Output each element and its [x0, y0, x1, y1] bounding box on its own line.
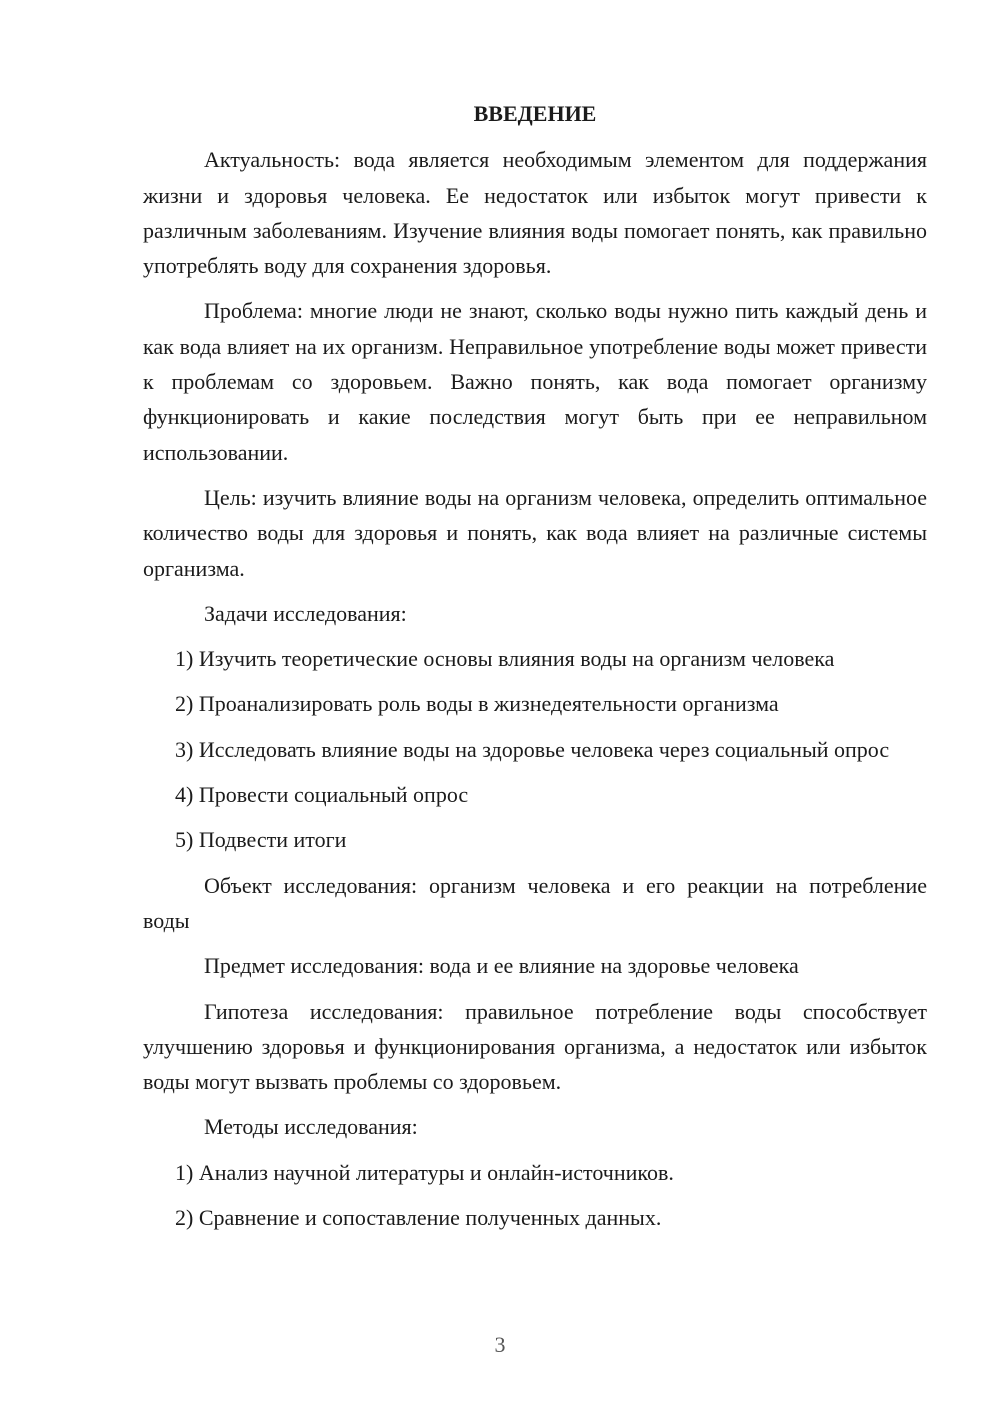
- goal-paragraph: Цель: изучить влияние воды на организм человека, определить оптимальное количество воды для здоровья и понять, как вода влияет на различные системы организма.: [143, 484, 927, 581]
- methods-heading: Методы исследования:: [204, 1114, 418, 1140]
- task-item-2: 2) Проанализировать роль воды в жизнедеятельности организма: [175, 691, 779, 717]
- hypothesis-paragraph: Гипотеза исследования: правильное потребление воды способствует улучшению здоровья и функционирования организма, а недостаток или избыток воды могут вызвать проблемы со здоровьем.: [143, 998, 927, 1095]
- subject-paragraph: Предмет исследования: вода и ее влияние на здоровье человека: [204, 953, 799, 979]
- tasks-heading: Задачи исследования:: [204, 600, 407, 626]
- task-item-1: 1) Изучить теоретические основы влияния воды на организм человека: [175, 646, 835, 672]
- problem-paragraph: Проблема: многие люди не знают, сколько воды нужно пить каждый день и как вода влияет на их организм. Неправильное употребление воды может привести к проблемам со здоровьем. Важно понять, как вода помогает организму функционировать и какие последствия могут быть при ее неправильном использовании.: [143, 298, 927, 465]
- method-item-2: 2) Сравнение и сопоставление полученных данных.: [175, 1205, 662, 1231]
- page-title: ВВЕДЕНИЕ: [473, 101, 597, 126]
- task-item-3: 3) Исследовать влияние воды на здоровье человека через социальный опрос: [175, 736, 890, 762]
- relevance-paragraph: Актуальность: вода является необходимым элементом для поддержания жизни и здоровья человека. Ее недостаток или избыток могут привести к различным заболеваниям. Изучение влияния воды помогает понять, как правильно употреблять воду для сохранения здоровья.: [143, 147, 927, 279]
- task-item-5: 5) Подвести итоги: [175, 827, 347, 853]
- task-item-4: 4) Провести социальный опрос: [175, 782, 469, 808]
- method-item-1: 1) Анализ научной литературы и онлайн-источников.: [175, 1159, 674, 1185]
- page-number: 3: [494, 1332, 506, 1357]
- document-page: [143, 96, 927, 1245]
- object-paragraph: Объект исследования: организм человека и его реакции на потребление воды: [143, 872, 927, 933]
